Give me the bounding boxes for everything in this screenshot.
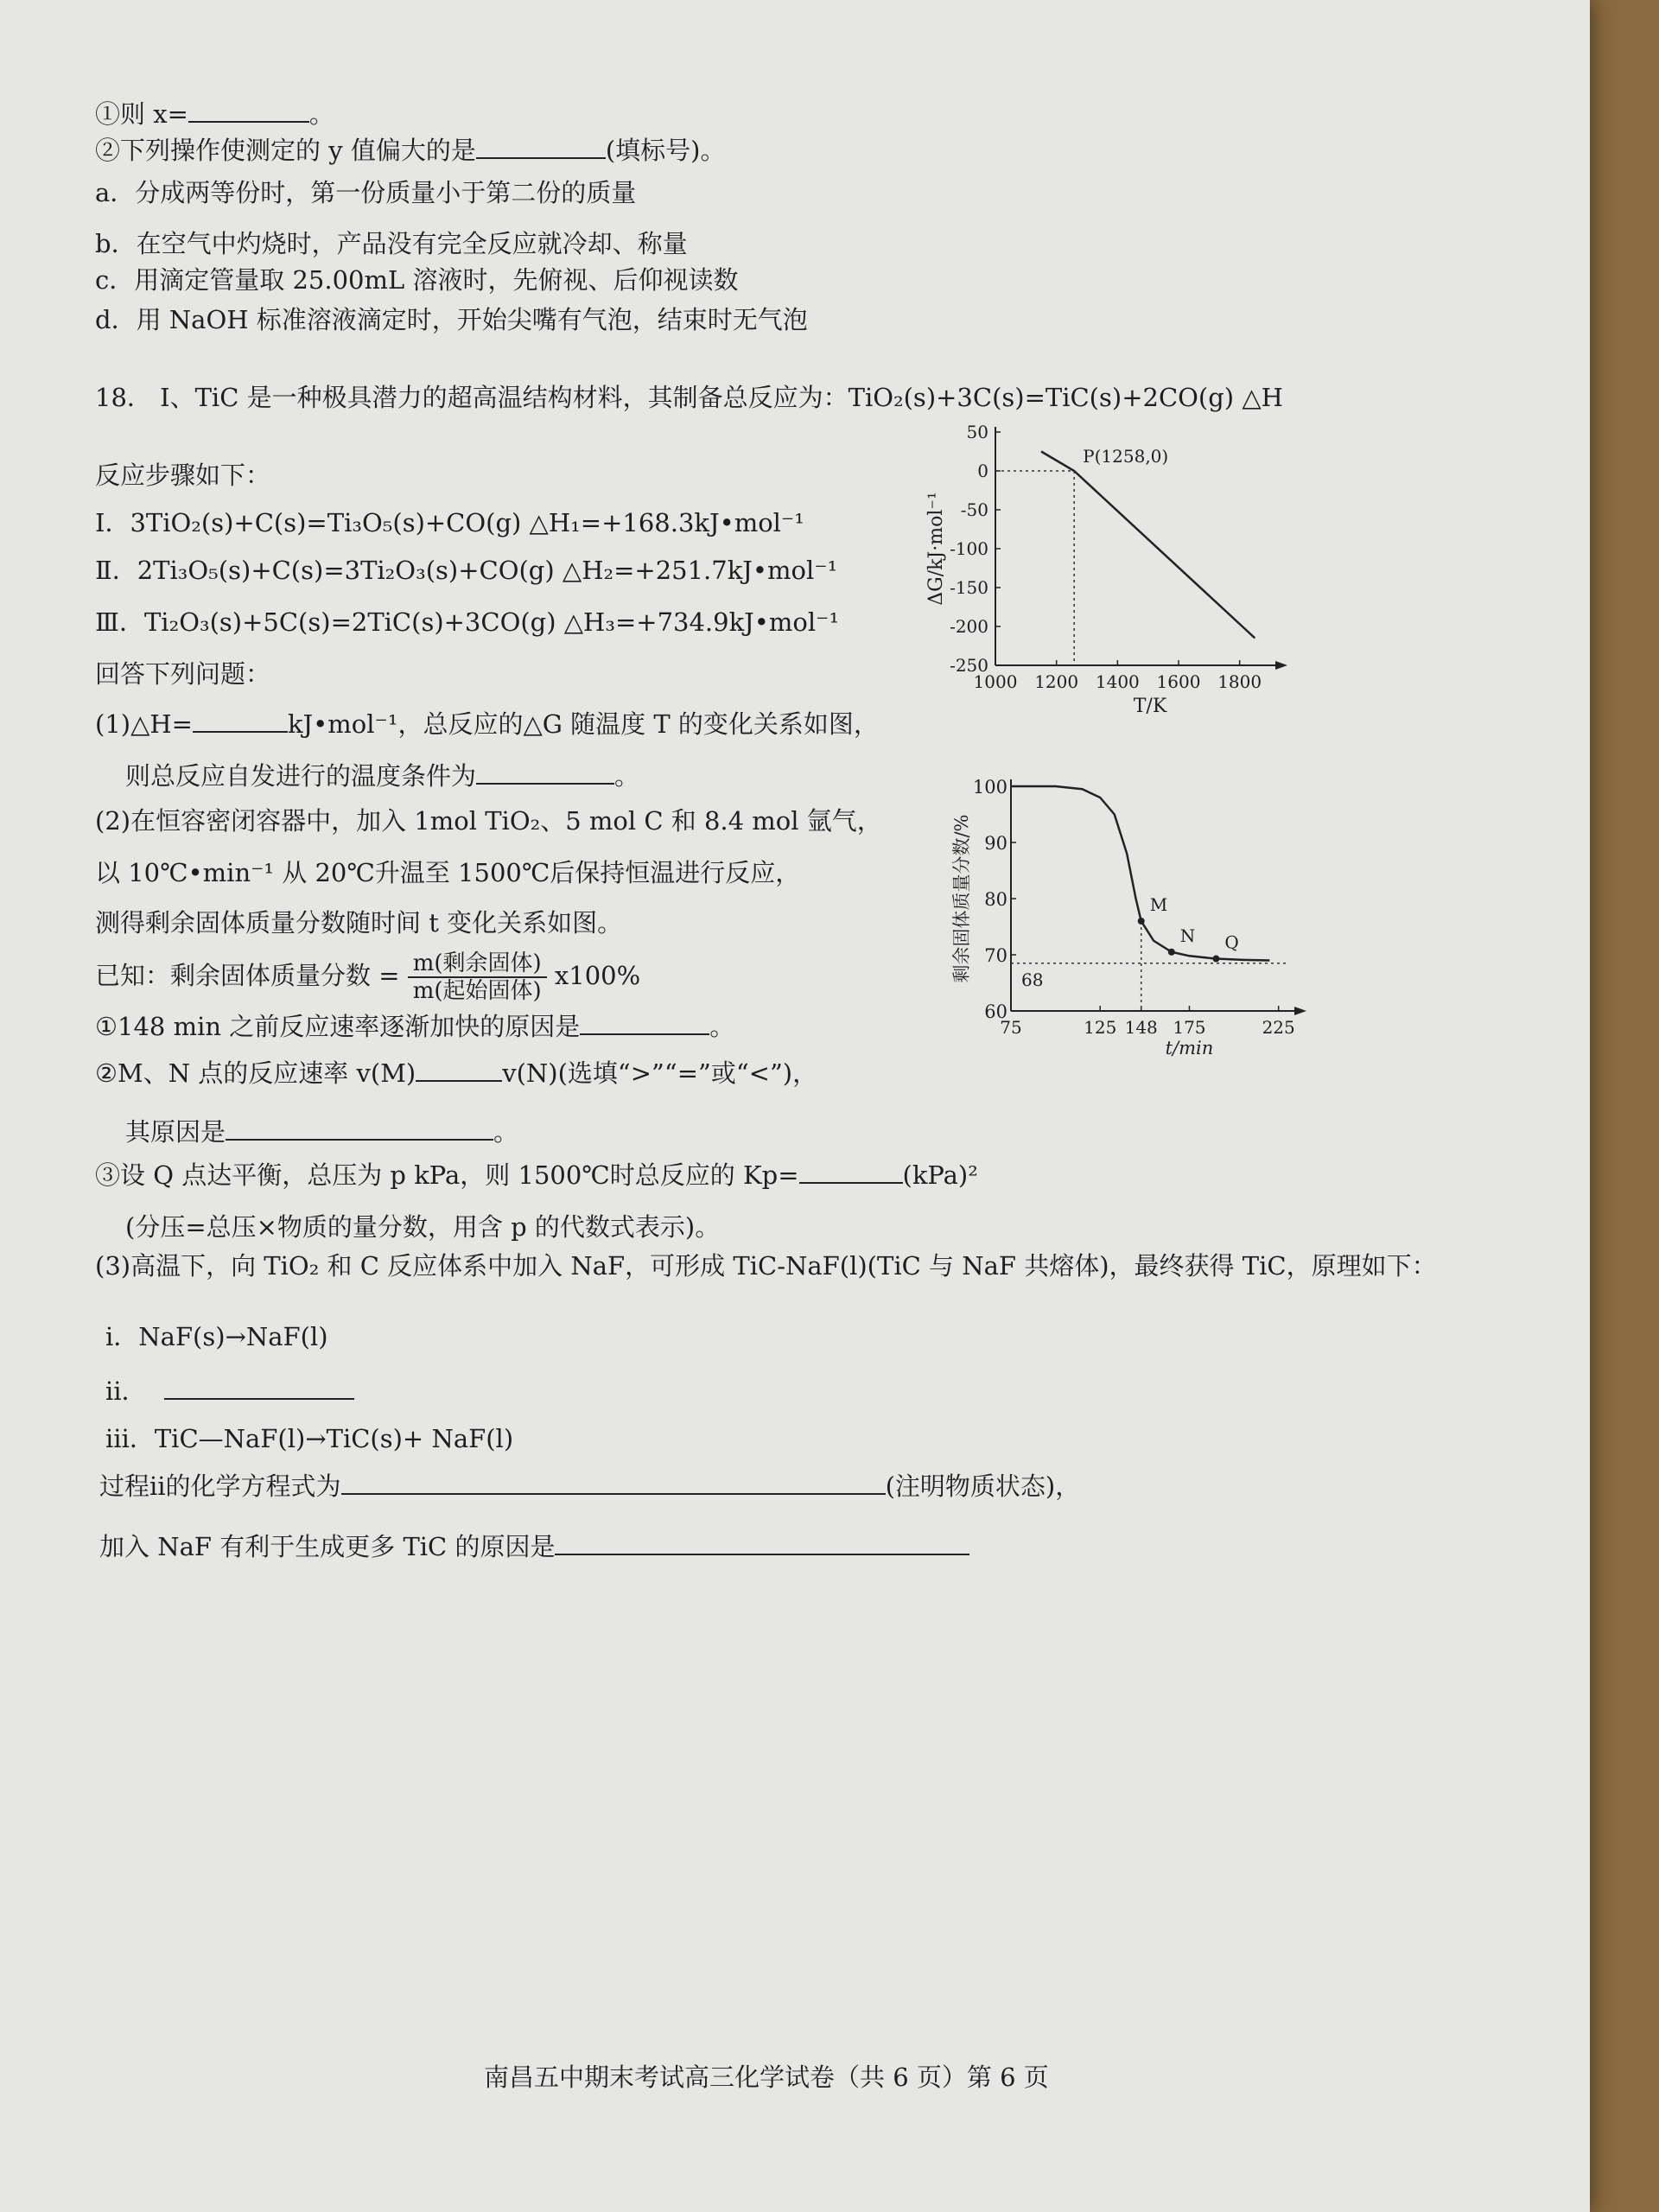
point-m: [1138, 918, 1145, 925]
chart-delta-g-svg: [916, 415, 1296, 726]
point-label-n: N: [1179, 925, 1196, 946]
part-2-reason: [125, 1115, 518, 1149]
label-68: 68: [1021, 969, 1044, 990]
part-3-q2: [99, 1529, 969, 1564]
answer-blank[interactable]: [476, 759, 614, 785]
text-p2h-end: (kPa)²: [902, 1160, 978, 1190]
text-p2h: ③设 Q 点达平衡，总压为 p kPa，则 1500℃时总反应的 Kp=: [95, 1160, 799, 1190]
text-l1: ①则 x=: [95, 99, 188, 129]
part-2-formula: [95, 950, 640, 1004]
y-tick-label: 50: [966, 422, 988, 442]
point-n: [1168, 949, 1175, 956]
answer-blank[interactable]: [164, 1374, 354, 1400]
y-tick-label: 70: [984, 945, 1007, 966]
part-2-q1: [95, 1009, 734, 1044]
steps-heading: 反应步骤如下：: [95, 461, 271, 490]
answer-blank[interactable]: [193, 707, 288, 733]
answer-blank[interactable]: [799, 1158, 903, 1184]
text-r2: ⅱ．: [105, 1376, 147, 1406]
x-tick-label: 225: [1262, 1017, 1295, 1038]
x-tick-label: 1800: [1217, 671, 1262, 692]
x-tick-label: 1600: [1156, 671, 1201, 692]
text-l1-end: 。: [308, 99, 334, 129]
text-p2f: ②M、N 点的反应速率 v(M): [95, 1058, 416, 1088]
text-p2e-end: 。: [709, 1012, 735, 1041]
fraction-denominator: m(起始固体): [412, 978, 542, 1004]
x-tick-label: 1200: [1034, 671, 1079, 692]
chart-mass-fraction-svg: [942, 769, 1322, 1071]
fraction-numerator: m(剩余固体): [408, 950, 547, 978]
text-p3b: 加入 NaF 有利于生成更多 TiC 的原因是: [99, 1532, 556, 1561]
y-tick-label: -150: [950, 577, 988, 598]
y-tick-label: -50: [960, 499, 988, 520]
answer-blank[interactable]: [188, 97, 309, 123]
text-p2g: 其原因是: [125, 1117, 226, 1147]
option-c: c．用滴定管量取 25.00mL 溶液时，先俯视、后仰视读数: [95, 265, 739, 295]
y-tick-label: 0: [977, 461, 988, 481]
reaction-step-3: Ⅲ．Ti₂O₃(s)+5C(s)=2TiC(s)+3CO(g) △H₃=+734.9kJ•mol⁻¹: [95, 607, 840, 637]
text-p2g-end: 。: [493, 1117, 519, 1147]
text-l2: ②下列操作使测定的 y 值偏大的是: [95, 136, 476, 165]
y-axis-label: 剩余固体质量分数/%: [951, 814, 972, 983]
part-2-q3: [95, 1158, 978, 1192]
point-label-m: M: [1149, 894, 1168, 915]
y-axis-label: ΔG/kJ·mol⁻¹: [925, 492, 947, 606]
annotation-p: P(1258,0): [1083, 446, 1169, 467]
point-q: [1212, 956, 1219, 963]
x-axis-arrow: [1294, 1007, 1306, 1015]
question-17-part1: [95, 97, 334, 131]
text-p1b: kJ•mol⁻¹，总反应的△G 随温度 T 的变化关系如图，: [287, 709, 879, 739]
part-2-note: (分压=总压×物质的量分数，用含 p 的代数式表示)。: [125, 1212, 721, 1242]
part-2-q2: [95, 1056, 817, 1090]
part-2-line-b: 以 10℃•min⁻¹ 从 20℃升温至 1500℃后保持恒温进行反应，: [95, 858, 801, 887]
text-p3a: 过程ⅱ的化学方程式为: [99, 1471, 341, 1501]
x-tick-label: 75: [1000, 1017, 1022, 1038]
mechanism-ii: [105, 1374, 354, 1408]
answer-heading: 回答下列问题：: [95, 659, 271, 689]
text-p3a-end: (注明物质状态)，: [885, 1471, 1081, 1501]
chart-delta-g: [916, 415, 1296, 729]
y-tick-label: -100: [950, 538, 988, 559]
y-tick-label: -250: [950, 655, 988, 676]
text-frac-tail: x100%: [554, 961, 641, 990]
reaction-step-1: Ⅰ．3TiO₂(s)+C(s)=Ti₃O₅(s)+CO(g) △H₁=+168.3kJ•mol⁻¹: [95, 508, 804, 537]
x-tick-label: 175: [1173, 1017, 1206, 1038]
text-p2e: ①148 min 之前反应速率逐渐加快的原因是: [95, 1012, 581, 1041]
x-tick-label: 148: [1124, 1017, 1158, 1038]
chart-mass-fraction: [942, 769, 1322, 1075]
x-axis-arrow: [1275, 661, 1287, 670]
mechanism-iii: ⅲ．TiC—NaF(l)→TiC(s)+ NaF(l): [105, 1424, 514, 1453]
y-tick-label: 100: [972, 777, 1007, 798]
part-1-condition: [125, 759, 639, 793]
part-2-line-a: (2)在恒容密闭容器中，加入 1mol TiO₂、5 mol C 和 8.4 mol 氩气，: [95, 806, 882, 836]
page-footer: 南昌五中期末考试高三化学试卷（共 6 页）第 6 页: [484, 2063, 1049, 2092]
reaction-step-2: Ⅱ．2Ti₃O₅(s)+C(s)=3Ti₂O₃(s)+CO(g) △H₂=+251.7kJ•mol⁻¹: [95, 556, 838, 585]
answer-blank[interactable]: [416, 1056, 502, 1082]
x-tick-label: 125: [1084, 1017, 1117, 1038]
y-tick-label: 90: [984, 833, 1007, 854]
answer-blank[interactable]: [341, 1469, 886, 1495]
text-p1c: 则总反应自发进行的温度条件为: [125, 761, 477, 791]
text-p2d: 已知：剩余固体质量分数 =: [95, 961, 400, 990]
part-3-intro: (3)高温下，向 TiO₂ 和 C 反应体系中加入 NaF，可形成 TiC-NaF(l)(TiC 与 NaF 共熔体)，最终获得 TiC，原理如下：: [95, 1251, 1437, 1281]
part-3-q1: [99, 1469, 1080, 1503]
text-p2f-b: v(N)(选填“>”“=”或“<”)，: [502, 1058, 818, 1088]
point-label-q: Q: [1224, 931, 1239, 953]
y-tick-label: 80: [984, 889, 1007, 910]
option-a: a．分成两等份时，第一份质量小于第二份的质量: [95, 178, 637, 207]
part-2-line-c: 测得剩余固体质量分数随时间 t 变化关系如图。: [95, 908, 623, 938]
answer-blank[interactable]: [476, 133, 606, 159]
mechanism-i: ⅰ．NaF(s)→NaF(l): [105, 1322, 328, 1351]
option-b: b．在空气中灼烧时，产品没有完全反应就冷却、称量: [95, 229, 688, 258]
x-tick-label: 1400: [1095, 671, 1140, 692]
y-tick-label: -200: [950, 616, 988, 637]
y-tick-label: 60: [984, 1001, 1007, 1022]
answer-blank[interactable]: [580, 1009, 709, 1035]
x-axis-label: T/K: [1133, 696, 1167, 717]
answer-blank[interactable]: [555, 1529, 969, 1555]
mass-fraction: [408, 950, 547, 1004]
x-axis-label: t/min: [1165, 1038, 1214, 1058]
text-l2-end: (填标号)。: [605, 136, 726, 165]
text-p1c-end: 。: [614, 761, 640, 791]
part-1-line: [95, 707, 879, 741]
question-18-title: 18． Ⅰ、TiC 是一种极具潜力的超高温结构材料，其制备总反应为：TiO₂(s)+3C(s)=TiC(s)+2CO(g) △H: [95, 383, 1283, 412]
question-17-part2: [95, 133, 725, 168]
option-d: d．用 NaOH 标准溶液滴定时，开始尖嘴有气泡，结束时无气泡: [95, 305, 808, 334]
x-tick-label: 1000: [973, 671, 1018, 692]
text-p1a: (1)△H=: [95, 709, 193, 739]
series-line: [1041, 452, 1255, 639]
answer-blank[interactable]: [226, 1115, 493, 1141]
